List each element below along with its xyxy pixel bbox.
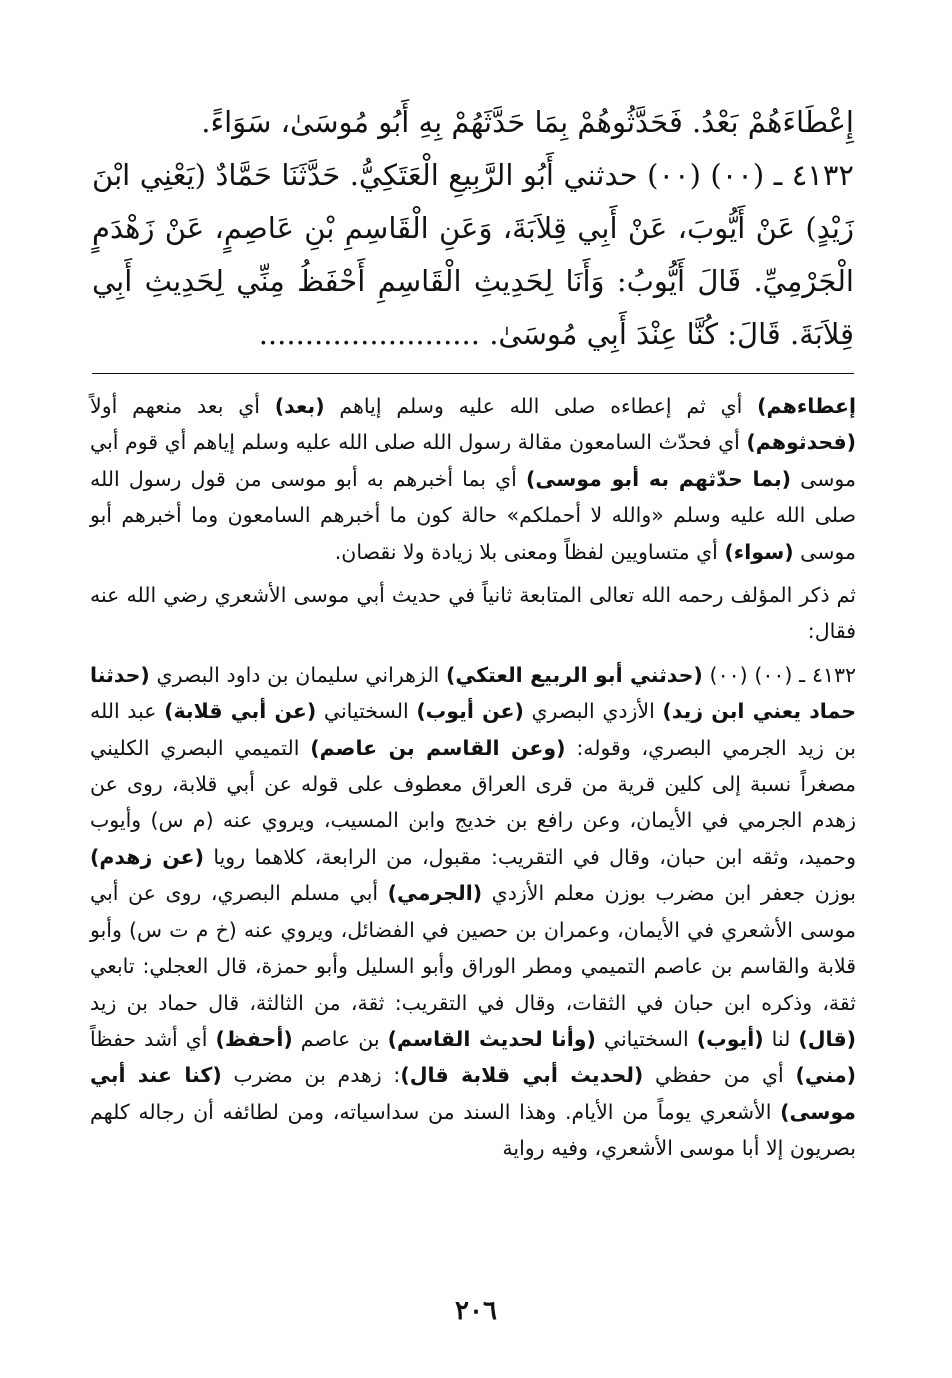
commentary-text: لنا: [763, 1026, 799, 1051]
commentary-text: ثم ذكر المؤلف رحمه الله تعالى المتابعة ثانياً في حديث أبي موسى الأشعري رضي الله عنه فقال:: [90, 583, 856, 644]
matn-line-continuation: إِعْطَاءَهُمْ بَعْدُ. فَحَدَّثُوهُمْ بِمَا حَدَّثَهُمْ بِهِ أَبُو مُوسَىٰ، سَوَاءً.: [201, 105, 854, 139]
commentary-text: الأشعري يوماً من الأيام. وهذا السند من سداسياته، ومن لطائفه أن رجاله كلهم بصريون إلا أبا موسى الأشعري، وفيه رواية: [90, 1099, 856, 1161]
commentary-paragraph: [90, 577, 856, 650]
commentary-text: أي بما أخبرهم به أبو موسى من قول رسول الله صلى الله عليه وسلم «والله لا أحملكم» حالة كون ما أخبرهم السامعون وما أخبرهم أبو موسى: [90, 466, 856, 564]
hadith-number: ٤١٣٢ ـ (٠٠) (٠٠): [647, 158, 854, 192]
bold-quoted-text: (سواء): [724, 539, 794, 564]
bold-quoted-text: (حدثني أبو الربيع العتكي): [445, 662, 703, 687]
commentary-text: أي من حفظي: [643, 1063, 796, 1088]
commentary-text: عبد الله بن زيد الجرمي البصري، وقوله:: [90, 699, 856, 760]
commentary-paragraph: [90, 657, 856, 1167]
bold-quoted-text: (كنا عند أبي موسى): [90, 1063, 856, 1124]
bold-quoted-text: (عن أبي قلابة): [164, 699, 317, 724]
commentary-text: الزهراني سليمان بن داود البصري: [149, 662, 446, 687]
bold-quoted-text: (لحديث أبي قلابة قال): [400, 1063, 644, 1088]
bold-quoted-text: (حدثنا حماد يعني ابن زيد): [90, 662, 856, 724]
commentary-text: التميمي البصري الكليني مصغراً نسبة إلى كلين قرية من قرى العراق معطوف على قوله عن أبي قلابة، روى عن زهدم الجرمي في الأيمان، وعن رافع بن خديج وابن المسيب، ويروي عنه (م س) وأيوب وحميد، وثقه ابن حبان، وقال في التقريب: مقبول، من الرابعة، كلاهما رويا: [90, 735, 856, 869]
commentary-text: ٤١٣٢ ـ (٠٠) (٠٠): [702, 662, 857, 687]
commentary-text: بوزن جعفر ابن مضرب بوزن معلم الأزدي: [482, 881, 856, 906]
footnote-separator: [92, 373, 854, 374]
bold-quoted-text: (عن زهدم): [90, 844, 205, 869]
bold-quoted-text: (أيوب): [696, 1026, 764, 1051]
bold-quoted-text: (مني): [795, 1063, 857, 1088]
bold-quoted-text: (الجرمي): [387, 881, 483, 906]
bold-quoted-text: (بما حدّثهم به أبو موسى): [526, 466, 792, 491]
commentary-text: السختياني: [595, 1026, 697, 1051]
bold-quoted-text: (بعد): [274, 394, 325, 418]
commentary-text: بن عاصم: [292, 1026, 388, 1051]
bold-quoted-text: (وعن القاسم بن عاصم): [310, 735, 566, 760]
bold-quoted-text: (قال): [798, 1026, 856, 1051]
commentary-text: السختياني: [316, 699, 417, 724]
commentary-text: أي بعد منعهم أولاً: [90, 394, 275, 418]
bold-quoted-text: (فحدثوهم): [746, 430, 856, 455]
hadith-text-block: [92, 96, 854, 361]
bold-quoted-text: (عن أيوب): [416, 699, 524, 724]
commentary-text: أي أشد حفظاً: [90, 1026, 216, 1051]
page-number: ٢٠٦: [455, 1296, 497, 1326]
commentary-text: الأزدي البصري: [523, 699, 663, 724]
bold-quoted-text: (أحفظ): [215, 1026, 293, 1051]
continuation-dots: ........................: [258, 317, 480, 351]
commentary-paragraph: [90, 388, 856, 570]
commentary-text: أي فحدّث السامعون مقالة رسول الله صلى الله عليه وسلم إياهم أي قوم أبي موسى: [90, 430, 856, 491]
commentary-text: أي متساويين لفظاً ومعنى بلا زيادة ولا نقصان.: [334, 539, 725, 564]
bold-quoted-text: إعطاءهم): [757, 394, 856, 418]
bold-quoted-text: (وأنا لحديث القاسم): [387, 1026, 596, 1051]
commentary-block: [90, 388, 856, 1167]
commentary-text: : زهدم بن مضرب: [221, 1063, 401, 1088]
matn-hadith-4132: [92, 149, 854, 361]
commentary-text: أبي مسلم البصري، روى عن أبي موسى الأشعري في الأيمان، وعمران بن حصين في الفضائل، ويروي عنه (خ م ت س) وأبو قلابة والقاسم بن عاصم التميمي ومطر الوراق وأبو السليل وأبو حمزة، قال العجلي: تابعي ثقة، وذكره ابن حبان في الثقات، وقال في التقريب: ثقة، من الثالثة، قال حماد بن زيد: [90, 881, 856, 1015]
commentary-text: أي ثم إعطاءه صلى الله عليه وسلم إياهم: [324, 394, 758, 418]
hadith-body: حدثني أَبُو الرَّبِيعِ الْعَتَكِيُّ. حَدَّثَنَا حَمَّادٌ (يَعْنِي ابْنَ زَيْدٍ) عَنْ أَيُّوبَ، عَنْ أَبِي قِلاَبَةَ، وَعَنِ الْقَاسِمِ بْنِ عَاصِمٍ، عَنْ زَهْدَمٍ الْجَرْمِيِّ. قَالَ أَيُّوبُ: وَأَنَا لِحَدِيثِ الْقَاسِمِ أَحْفَظُ مِنِّي لِحَدِيثِ أَبِي قِلاَبَةَ. قَالَ: كُنَّا عِنْدَ أَبِي مُوسَىٰ.: [92, 158, 854, 351]
